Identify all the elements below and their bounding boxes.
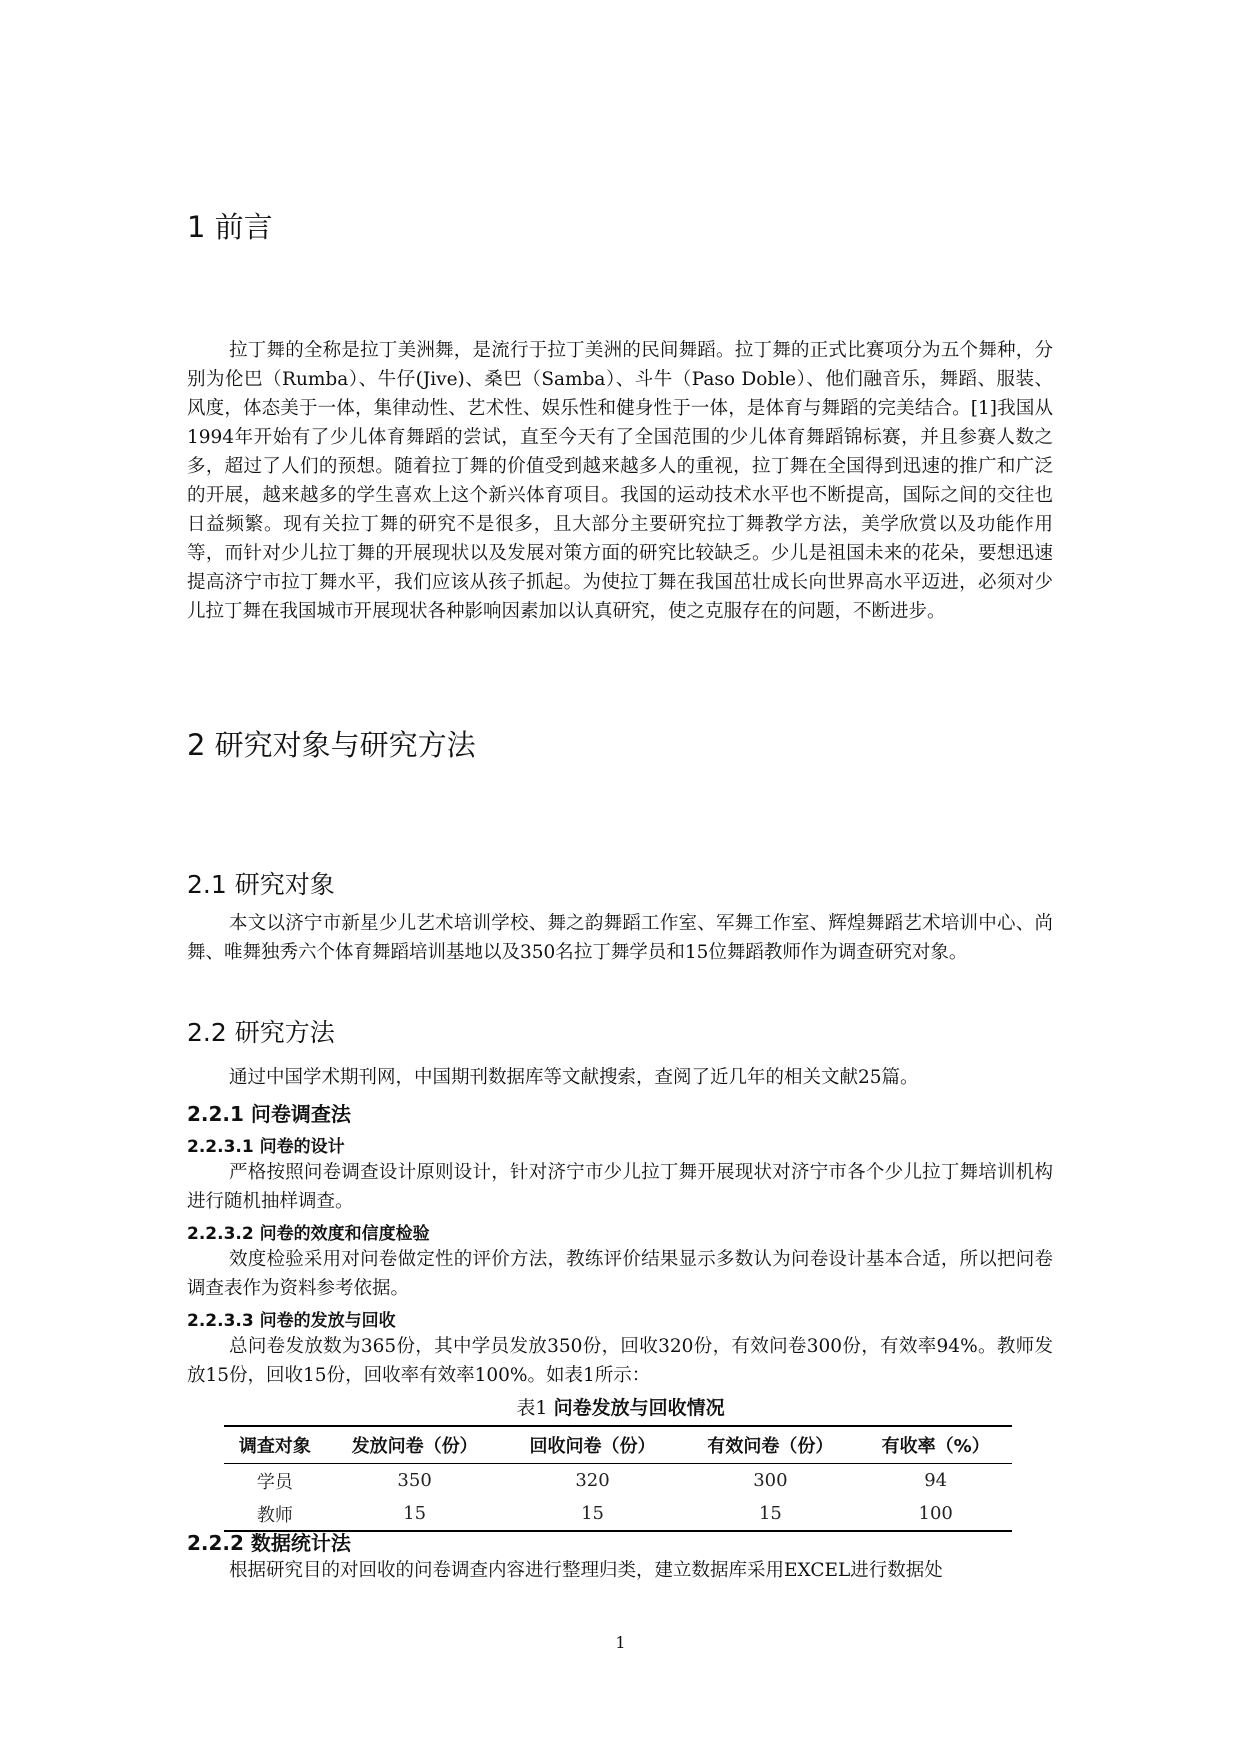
paragraph-validity: 效度检验采用对问卷做定性的评价方法，教练评价结果显示多数认为问卷设计基本合适，所以把问卷调查表作为资料参考依据。	[187, 1249, 1053, 1299]
section-heading-distribution: 2.2.3.3 问卷的发放与回收	[187, 1311, 396, 1331]
section-heading-survey: 2.2.1 问卷调查法	[187, 1102, 351, 1126]
paragraph-design: 严格按照问卷调查设计原则设计，针对济宁市少儿拉丁舞开展现状对济宁市各个少儿拉丁舞培训机构进行随机抽样调查。	[187, 1162, 1053, 1212]
table-cell: 94	[924, 1470, 948, 1491]
section-heading-subject: 2.1 研究对象	[187, 870, 335, 899]
paragraph-distribution: 总问卷发放数为365份，其中学员发放350份，回收320份，有效问卷300份，有效率94%。教师发放15份，回收15份，回收率有效率100%。如表1所示：	[187, 1336, 1053, 1386]
table-cell: 15	[504, 1497, 682, 1531]
table-cell: 320	[575, 1470, 610, 1491]
table-cell: 15	[681, 1497, 859, 1531]
table-header-cell: 发放问卷（份）	[326, 1426, 504, 1464]
table-cell: 350	[397, 1470, 432, 1491]
table-header-cell: 回收问卷（份）	[504, 1426, 682, 1464]
table-caption	[0, 1393, 1241, 1420]
table-caption-title: 问卷发放与回收情况	[553, 1397, 725, 1419]
paragraph-subject: 本文以济宁市新星少儿艺术培训学校、舞之韵舞蹈工作室、军舞工作室、辉煌舞蹈艺术培训中心、尚舞、唯舞独秀六个体育舞蹈培训基地以及350名拉丁舞学员和15位舞蹈教师作为调查研究对象。	[187, 913, 1053, 963]
page-number: 1	[615, 1633, 626, 1652]
section-heading-method: 2.2 研究方法	[187, 1018, 335, 1047]
table-cell: 100	[859, 1497, 1012, 1531]
paragraph-preface: 拉丁舞的全称是拉丁美洲舞，是流行于拉丁美洲的民间舞蹈。拉丁舞的正式比赛项分为五个舞种，分别为伦巴（Rumba）、牛仔(Jive)、桑巴（Samba）、斗牛（Paso Doble）、他们融音乐，舞蹈、服装、风度，体态美于一体，集律动性、艺术性、娱乐性和健身性于一体，是体育与舞蹈的完美结合。[1]我国从1994年开始有了少儿体育舞蹈的尝试，直至今天有了全国范围的少儿体育舞蹈锦标赛，并且参赛人数之多，超过了人们的预想。随着拉丁舞的价值受到越来越多人的重视，拉丁舞在全国得到迅速的推广和广泛的开展，越来越多的学生喜欢上这个新兴体育项目。我国的运动技术水平也不断提高，国际之间的交往也日益频繁。现有关拉丁舞的研究不是很多，且大部分主要研究拉丁舞教学方法，美学欣赏以及功能作用等，而针对少儿拉丁舞的开展现状以及发展对策方面的研究比较缺乏。少儿是祖国未来的花朵，要想迅速提高济宁市拉丁舞水平，我们应该从孩子抓起。为使拉丁舞在我国茁壮成长向世界高水平迈进，必须对少儿拉丁舞在我国城市开展现状各种影响因素加以认真研究，使之克服存在的问题，不断进步。	[187, 340, 1053, 622]
section-heading-preface: 1 前言	[187, 210, 273, 244]
table-cell: 学员	[256, 1471, 293, 1493]
table-header-cell: 调查对象	[224, 1426, 326, 1464]
table-cell: 300	[753, 1470, 788, 1491]
table-header-cell: 有收率（%）	[859, 1426, 1012, 1464]
table-cell: 15	[326, 1497, 504, 1531]
paragraph-method: 通过中国学术期刊网，中国期刊数据库等文献搜索，查阅了近几年的相关文献25篇。	[229, 1067, 919, 1088]
section-heading-methods: 2 研究对象与研究方法	[187, 728, 476, 762]
table-cell: 教师	[224, 1497, 326, 1531]
table-header-cell: 有效问卷（份）	[681, 1426, 859, 1464]
table-row	[224, 1464, 1012, 1498]
section-heading-validity: 2.2.3.2 问卷的效度和信度检验	[187, 1224, 430, 1244]
section-heading-design: 2.2.3.1 问卷的设计	[187, 1137, 345, 1157]
table-row	[224, 1497, 1012, 1531]
paragraph-stats: 根据研究目的对回收的问卷调查内容进行整理归类，建立数据库采用EXCEL进行数据处	[229, 1560, 943, 1581]
survey-table	[224, 1425, 1012, 1532]
table-caption-number: 表1	[516, 1397, 548, 1419]
table-header-row	[224, 1426, 1012, 1464]
section-heading-stats: 2.2.2 数据统计法	[187, 1531, 351, 1555]
